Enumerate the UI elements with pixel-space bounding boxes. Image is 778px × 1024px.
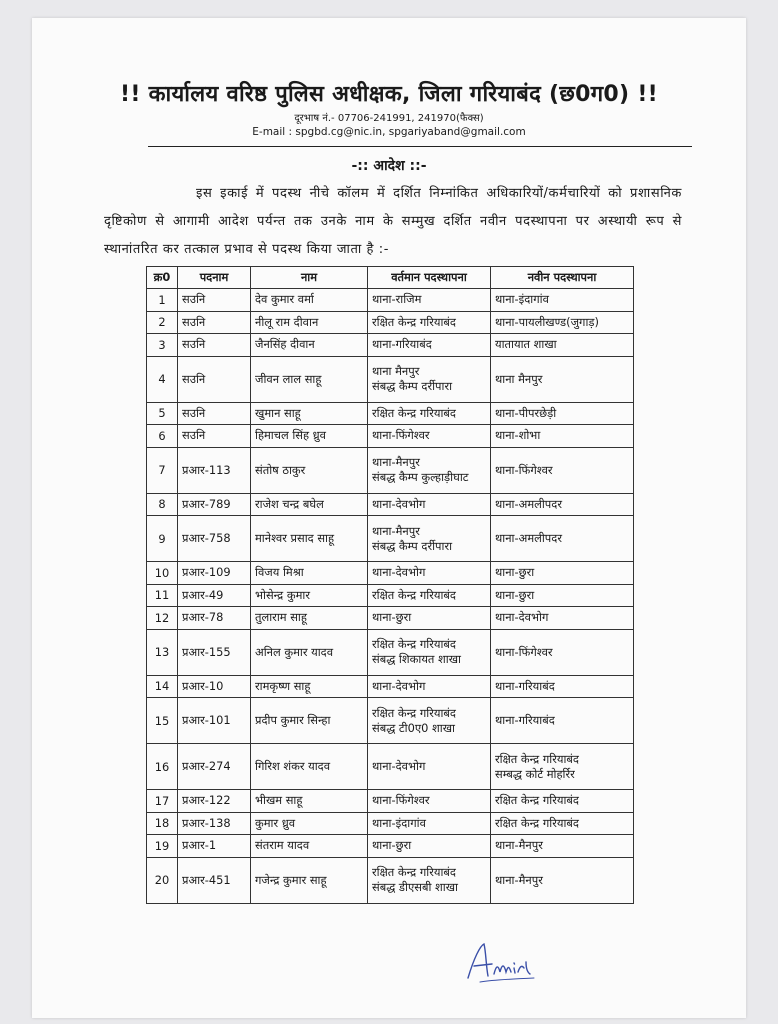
current-posting-line: थाना-देवभोग: [372, 565, 426, 580]
current-posting-cell: [368, 447, 491, 493]
current-posting-cell: [368, 311, 491, 334]
table-row: [147, 629, 634, 675]
table-row: [147, 790, 634, 813]
table-header-row: [147, 267, 634, 289]
rank-cell: सउनि: [178, 356, 251, 402]
serial-cell: 19: [147, 835, 178, 858]
current-posting-cell: [368, 607, 491, 630]
name-cell: संतराम यादव: [251, 835, 368, 858]
table-row: [147, 425, 634, 448]
current-posting-cell: [368, 289, 491, 312]
table-row: [147, 562, 634, 585]
col-current-posting: वर्तमान पदस्थापना: [368, 267, 491, 289]
table-row: [147, 516, 634, 562]
table-row: [147, 493, 634, 516]
new-posting-line: थाना मैनपुर: [495, 371, 543, 386]
current-posting-cell: [368, 425, 491, 448]
current-posting-cell: [368, 744, 491, 790]
table-row: [147, 607, 634, 630]
new-posting-line: थाना-गरियाबंद: [495, 713, 555, 727]
new-posting-line: रक्षित केन्द्र गरियाबंद: [495, 751, 579, 766]
rank-cell: प्रआर-109: [178, 562, 251, 585]
serial-cell: 7: [147, 447, 178, 493]
table-row: [147, 447, 634, 493]
rank-cell: प्रआर-122: [178, 790, 251, 813]
new-posting-cell: [491, 516, 634, 562]
rank-cell: सउनि: [178, 289, 251, 312]
current-posting-cell: [368, 562, 491, 585]
new-posting-line: थाना-मैनपुर: [495, 872, 543, 887]
rank-cell: प्रआर-1: [178, 835, 251, 858]
serial-cell: 16: [147, 744, 178, 790]
rank-cell: सउनि: [178, 334, 251, 357]
email-line: E-mail : spgbd.cg@nic.in, spgariyaband@gmail.com: [252, 126, 526, 138]
new-posting-line: सम्बद्ध कोर्ट मोहर्रिर: [495, 766, 575, 781]
new-posting-cell: [491, 629, 634, 675]
new-posting-cell: [491, 447, 634, 493]
new-posting-cell: [491, 744, 634, 790]
current-posting-line: थाना-इंदागांव: [372, 815, 426, 830]
new-posting-cell: [491, 493, 634, 516]
col-name: नाम: [251, 267, 368, 289]
table-row: [147, 835, 634, 858]
current-posting-line: थाना-मैनपुर: [372, 523, 420, 538]
serial-cell: 20: [147, 857, 178, 903]
office-title: !! कार्यालय वरिष्ठ पुलिस अधीक्षक, जिला गरियाबंद (छ0ग0) !!: [119, 82, 659, 107]
name-cell: कुमार ध्रुव: [251, 812, 368, 835]
serial-cell: 6: [147, 425, 178, 448]
rank-cell: सउनि: [178, 402, 251, 425]
serial-cell: 4: [147, 356, 178, 402]
new-posting-cell: [491, 812, 634, 835]
new-posting-line: थाना-पायलीखण्ड(जुगाड़): [495, 314, 599, 329]
current-posting-cell: [368, 516, 491, 562]
current-posting-cell: [368, 334, 491, 357]
new-posting-line: थाना-मैनपुर: [495, 838, 543, 853]
current-posting-cell: [368, 356, 491, 402]
serial-cell: 18: [147, 812, 178, 835]
current-posting-line: थाना मैनपुर: [372, 364, 420, 378]
table-row: [147, 857, 634, 903]
name-cell: जैनसिंह दीवान: [251, 334, 368, 357]
order-heading: -:: आदेश ::-: [351, 158, 427, 174]
table-row: [147, 356, 634, 402]
rank-cell: प्रआर-49: [178, 584, 251, 607]
new-posting-line: थाना-गरियाबंद: [495, 678, 555, 693]
rank-cell: प्रआर-138: [178, 812, 251, 835]
rank-cell: प्रआर-789: [178, 493, 251, 516]
new-posting-cell: [491, 356, 634, 402]
order-body: इस इकाई में पदस्थ नीचे कॉलम में दर्शित निम्नांकित अधिकारियों/कर्मचारियों को प्रशासनिक दृष्टिकोण से आगामी आदेश पर्यन्त तक उनके नाम के सम्मुख दर्शित नवीन पदस्थापना पर अस्थायी रूप से स्थानांतरित कर तत्काल प्रभाव से पदस्थ किया जाता है :-: [104, 186, 682, 257]
name-cell: जीवन लाल साहू: [251, 356, 368, 402]
header-divider: [148, 146, 692, 147]
new-posting-cell: [491, 675, 634, 698]
serial-cell: 17: [147, 790, 178, 813]
new-posting-line: थाना-अमलीपदर: [495, 496, 562, 511]
name-cell: मानेश्वर प्रसाद साहू: [251, 516, 368, 562]
name-cell: नीलू राम दीवान: [251, 311, 368, 334]
current-posting-cell: [368, 629, 491, 675]
new-posting-cell: [491, 584, 634, 607]
current-posting-line: थाना-देवभोग: [372, 496, 426, 511]
serial-cell: 9: [147, 516, 178, 562]
new-posting-cell: [491, 334, 634, 357]
table-row: [147, 698, 634, 744]
current-posting-cell: [368, 835, 491, 858]
new-posting-line: थाना-अमलीपदर: [495, 531, 562, 545]
current-posting-line: संबद्ध कैम्प कुल्हाड़ीघाट: [372, 470, 469, 484]
table-row: [147, 402, 634, 425]
rank-cell: प्रआर-274: [178, 744, 251, 790]
serial-cell: 14: [147, 675, 178, 698]
current-posting-line: थाना-देवभोग: [372, 759, 426, 773]
current-posting-line: रक्षित केन्द्र गरियाबंद: [372, 314, 456, 329]
name-cell: भीखम साहू: [251, 790, 368, 813]
current-posting-cell: [368, 857, 491, 903]
new-posting-line: यातायात शाखा: [495, 337, 557, 352]
signature: [462, 938, 542, 988]
current-posting-line: संबद्ध शिकायत शाखा: [372, 652, 462, 666]
name-cell: हिमाचल सिंह ध्रुव: [251, 425, 368, 448]
table-row: [147, 289, 634, 312]
new-posting-line: थाना-फिंगेश्वर: [495, 644, 553, 659]
current-posting-line: रक्षित केन्द्र गरियाबंद: [372, 865, 456, 879]
current-posting-line: थाना-छुरा: [372, 610, 412, 625]
name-cell: गजेन्द्र कुमार साहू: [251, 857, 368, 903]
name-cell: रामकृष्ण साहू: [251, 675, 368, 698]
col-rank: पदनाम: [178, 267, 251, 289]
current-posting-cell: [368, 698, 491, 744]
current-posting-line: संबद्ध कैम्प दर्रीपारा: [372, 379, 453, 393]
new-posting-cell: [491, 790, 634, 813]
serial-cell: 13: [147, 629, 178, 675]
new-posting-cell: [491, 857, 634, 903]
rank-cell: प्रआर-758: [178, 516, 251, 562]
new-posting-line: थाना-छुरा: [495, 587, 535, 602]
col-new-posting: नवीन पदस्थापना: [491, 267, 634, 289]
name-cell: राजेश चन्द्र बघेल: [251, 493, 368, 516]
rank-cell: सउनि: [178, 311, 251, 334]
name-cell: प्रदीप कुमार सिन्हा: [251, 698, 368, 744]
name-cell: खुमान साहू: [251, 402, 368, 425]
new-posting-cell: [491, 607, 634, 630]
new-posting-line: रक्षित केन्द्र गरियाबंद: [495, 793, 579, 808]
current-posting-cell: [368, 790, 491, 813]
current-posting-line: संबद्ध टी0ए0 शाखा: [372, 720, 455, 735]
table-row: [147, 334, 634, 357]
rank-cell: प्रआर-10: [178, 675, 251, 698]
current-posting-line: संबद्ध डीएसबी शाखा: [372, 880, 459, 894]
new-posting-line: थाना-छुरा: [495, 565, 535, 580]
current-posting-line: रक्षित केन्द्र गरियाबंद: [372, 587, 456, 602]
phone-line: दूरभाष नं.- 07706-241991, 241970(फैक्स): [294, 113, 484, 124]
current-posting-cell: [368, 402, 491, 425]
transfer-table: [146, 266, 634, 904]
new-posting-cell: [491, 698, 634, 744]
current-posting-line: रक्षित केन्द्र गरियाबंद: [372, 637, 456, 651]
new-posting-cell: [491, 289, 634, 312]
serial-cell: 12: [147, 607, 178, 630]
table-row: [147, 744, 634, 790]
name-cell: गिरिश शंकर यादव: [251, 744, 368, 790]
serial-cell: 8: [147, 493, 178, 516]
new-posting-cell: [491, 562, 634, 585]
new-posting-line: थाना-पीपरछेड़ी: [495, 405, 557, 420]
new-posting-line: थाना-देवभोग: [495, 610, 549, 625]
current-posting-cell: [368, 675, 491, 698]
table-row: [147, 584, 634, 607]
name-cell: अनिल कुमार यादव: [251, 629, 368, 675]
serial-cell: 5: [147, 402, 178, 425]
rank-cell: प्रआर-155: [178, 629, 251, 675]
current-posting-line: थाना-देवभोग: [372, 678, 426, 693]
current-posting-line: थाना-गरियाबंद: [372, 337, 432, 352]
serial-cell: 2: [147, 311, 178, 334]
current-posting-line: थाना-फिंगेश्वर: [372, 428, 430, 443]
rank-cell: प्रआर-113: [178, 447, 251, 493]
serial-cell: 1: [147, 289, 178, 312]
rank-cell: सउनि: [178, 425, 251, 448]
new-posting-cell: [491, 311, 634, 334]
name-cell: भोसेन्द्र कुमार: [251, 584, 368, 607]
new-posting-line: थाना-शोभा: [495, 428, 541, 443]
current-posting-cell: [368, 812, 491, 835]
new-posting-cell: [491, 425, 634, 448]
serial-cell: 11: [147, 584, 178, 607]
current-posting-line: थाना-फिंगेश्वर: [372, 793, 430, 808]
new-posting-line: थाना-इंदागांव: [495, 292, 549, 307]
name-cell: देव कुमार वर्मा: [251, 289, 368, 312]
current-posting-cell: [368, 584, 491, 607]
current-posting-line: रक्षित केन्द्र गरियाबंद: [372, 705, 456, 720]
serial-cell: 15: [147, 698, 178, 744]
current-posting-cell: [368, 493, 491, 516]
name-cell: तुलाराम साहू: [251, 607, 368, 630]
name-cell: संतोष ठाकुर: [251, 447, 368, 493]
new-posting-cell: [491, 835, 634, 858]
new-posting-line: रक्षित केन्द्र गरियाबंद: [495, 815, 579, 830]
document-page: [32, 18, 746, 1018]
current-posting-line: थाना-राजिम: [372, 292, 422, 307]
rank-cell: प्रआर-78: [178, 607, 251, 630]
new-posting-line: थाना-फिंगेश्वर: [495, 462, 553, 477]
name-cell: विजय मिश्रा: [251, 562, 368, 585]
rank-cell: प्रआर-101: [178, 698, 251, 744]
table-row: [147, 675, 634, 698]
current-posting-line: थाना-मैनपुर: [372, 455, 420, 469]
current-posting-line: संबद्ध कैम्प दर्रीपारा: [372, 538, 453, 553]
new-posting-cell: [491, 402, 634, 425]
table-row: [147, 812, 634, 835]
rank-cell: प्रआर-451: [178, 857, 251, 903]
serial-cell: 3: [147, 334, 178, 357]
table-row: [147, 311, 634, 334]
current-posting-line: रक्षित केन्द्र गरियाबंद: [372, 405, 456, 420]
current-posting-line: थाना-छुरा: [372, 838, 412, 853]
col-serial: क्र0: [147, 267, 178, 289]
serial-cell: 10: [147, 562, 178, 585]
